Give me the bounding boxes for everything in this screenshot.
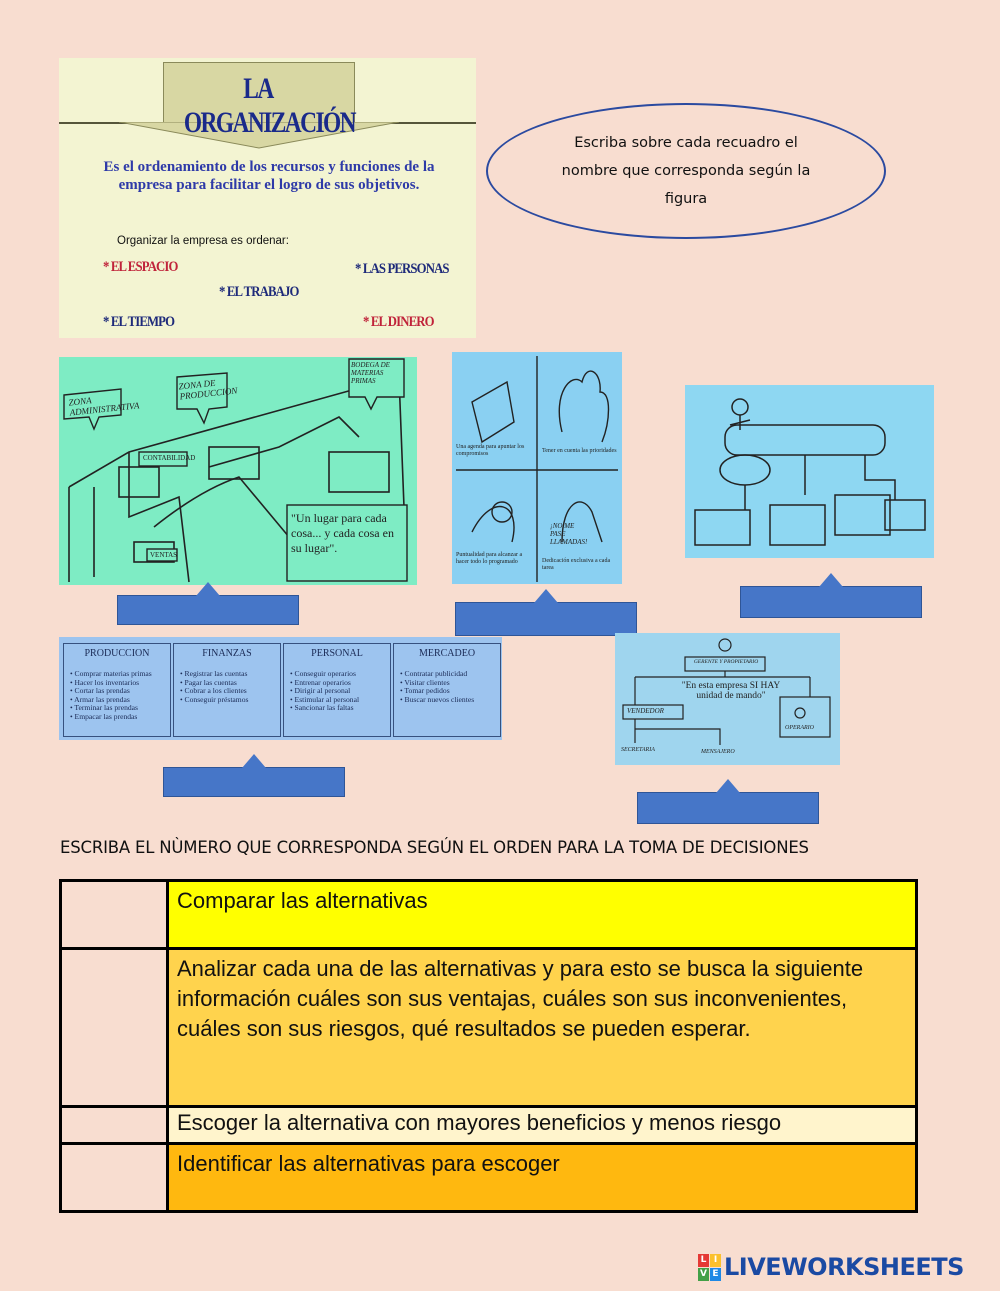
orgchart-node-operario: OPERARIO [785,725,814,731]
logo-letter: L [698,1254,709,1267]
answer-box-work[interactable] [163,767,345,797]
task-item: • Sancionar las faltas [290,703,354,713]
answer-box-time[interactable] [455,602,637,636]
step-text: Analizar cada una de las alternativas y para esto se busca la siguiente información cuáles son sus ventajas, cuáles son sus inconvenientes, cuáles son sus riesgos, qué resultados se pueden esperar. [168,949,917,1107]
department-tasks [180,670,248,704]
answer-box-people[interactable] [637,792,819,824]
logo-letter: I [710,1254,721,1267]
brand-name: LIVEWORKSHEETS [724,1253,964,1281]
time-illustration [452,352,622,584]
department-column [393,643,501,737]
department-name: PRODUCCION [84,648,150,659]
liveworksheets-logo-icon [698,1254,720,1280]
step-text: Identificar las alternativas para escoger [168,1144,917,1212]
department-tasks [400,670,474,704]
task-item: • Pagar las cuentas [180,677,237,687]
task-item: • Contratar publicidad [400,669,468,678]
time-bubble: ¡NO ME PASE LLAMADAS! [550,522,588,546]
department-tasks [290,670,359,713]
task-item: • Visitar clientes [400,677,450,687]
task-item: • Entrenar operarios [290,677,351,687]
organization-title: LA ORGANIZACIÓN [183,72,356,139]
table-row [61,881,917,949]
task-item: • Tomar pedidos [400,686,450,696]
answer-box-money[interactable] [740,586,922,618]
item-personas: * LAS PERSONAS [355,261,449,277]
work-departments-illustration [59,637,502,740]
department-name: MERCADEO [418,648,476,659]
task-item: • Buscar nuevos clientes [400,694,475,704]
item-tiempo: * EL TIEMPO [103,314,175,330]
orgchart-node-vendedor: VENDEDOR [627,707,664,715]
label-admin-zone: ZONA ADMINISTRATIVA [68,395,140,418]
orgchart-node-mensajero: MENSAJERO [701,749,735,755]
time-caption-priorities: Tener en cuenta las prioridades [542,448,617,454]
table-row [61,949,917,1107]
label-warehouse: BODEGA DE MATERIAS PRIMAS [351,361,390,385]
order-number-input[interactable] [61,1107,168,1144]
table-row [61,1107,917,1144]
money-illustration [685,385,934,558]
logo-letter: V [698,1268,709,1281]
task-item: • Registrar las cuentas [180,669,248,678]
logo-letter: E [710,1268,721,1281]
time-caption-agenda: Una agenda para apuntar los compromisos [456,444,525,457]
orgchart-quote: "En esta empresa SI HAY unidad de mando" [681,681,781,701]
item-trabajo: * EL TRABAJO [219,284,299,300]
task-item: • Hacer los inventarios [70,677,140,687]
time-caption-dedication: Dedicación exclusiva a cada tarea [542,558,611,571]
step-text: Escoger la alternativa con mayores beneficios y menos riesgo [168,1107,917,1144]
label-sales: VENTAS [150,551,178,559]
workspace-quote: "Un lugar para cada cosa... y cada cosa en su lugar". [291,511,394,555]
item-espacio: * EL ESPACIO [103,259,178,275]
department-tasks [70,670,152,722]
decision-table [59,879,918,1213]
decision-heading: ESCRIBA EL NÙMERO QUE CORRESPONDA SEGÚN EL ORDEN PARA LA TOMA DE DECISIONES [60,838,809,857]
department-name: FINANZAS [202,648,252,659]
people-orgchart-illustration [615,633,840,765]
money-pipes-sketch [685,385,934,558]
department-name: PERSONAL [311,648,363,659]
order-number-input[interactable] [61,949,168,1107]
label-production-zone: ZONA DE PRODUCCION [178,377,238,402]
department-column [63,643,171,737]
answer-box-space[interactable] [117,595,299,625]
brand [698,1253,964,1281]
task-item: • Terminar las prendas [70,703,138,713]
task-item: • Conseguir operarios [290,669,356,678]
organization-panel [59,58,476,338]
instruction-ellipse [486,103,886,239]
department-column [173,643,281,737]
task-item: • Comprar materias primas [70,669,152,678]
table-row [61,1144,917,1212]
task-item: • Conseguir préstamos [180,694,249,704]
space-illustration [59,357,417,585]
instruction-text: Escriba sobre cada recuadro el nombre que corresponda según la figura [561,135,811,207]
item-dinero: * EL DINERO [363,314,434,330]
department-column [283,643,391,737]
label-accounting: CONTABILIDAD [143,454,196,462]
task-item: • Estimular al personal [290,694,360,704]
task-item: • Cobrar a los clientes [180,686,247,696]
orgchart-node-secretaria: SECRETARIA [621,747,655,753]
task-item: • Empacar las prendas [70,711,138,721]
orgchart-top-node: GERENTE Y PROPIETARIO [693,659,759,665]
time-caption-punctuality: Puntualidad para alcanzar a hacer todo lo programado [456,552,523,565]
step-text: Comparar las alternativas [168,881,917,949]
task-item: • Dirigir al personal [290,686,351,696]
organization-definition: Es el ordenamiento de los recursos y funciones de la empresa para facilitar el logro de sus objetivos. [103,159,435,193]
order-number-input[interactable] [61,881,168,949]
task-item: • Armar las prendas [70,694,130,704]
order-number-input[interactable] [61,1144,168,1212]
organization-subtitle: Organizar la empresa es ordenar: [117,235,289,247]
task-item: • Cortar las prendas [70,686,130,696]
time-comic-sketch [452,352,622,584]
